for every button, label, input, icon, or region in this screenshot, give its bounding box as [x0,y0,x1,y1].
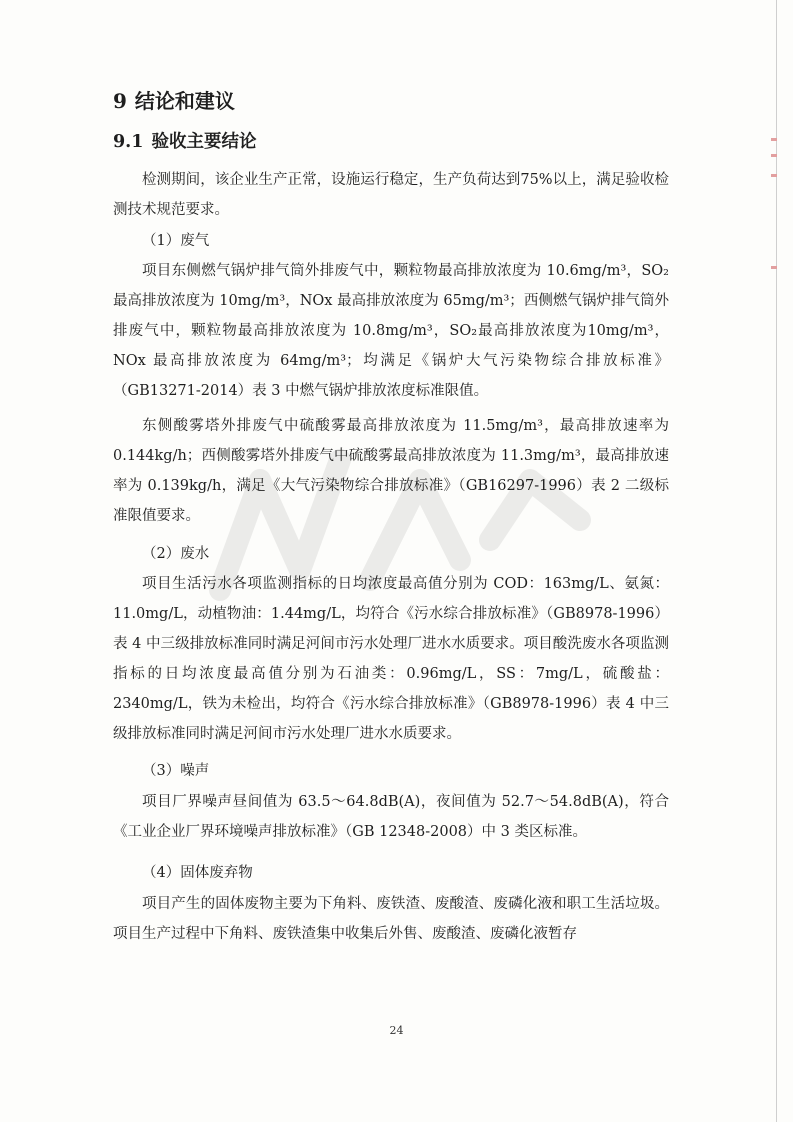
waste-water-paragraph: 项目生活污水各项监测指标的日均浓度最高值分别为 COD：163mg/L、氨氮：11.0mg/L，动植物油：1.44mg/L，均符合《污水综合排放标准》（GB8978-1996）表 4 中三级排放标准同时满足河间市污水处理厂进水水质要求。项目酸洗废水各项监测指标的日均浓度最高值分别为石油类：0.96mg/L，SS：7mg/L，硫酸盐：2340mg/L，铁为未检出，均符合《污水综合排放标准》（GB8978-1996）表 4 中三级排放标准同时满足河间市污水处理厂进水水质要求。 [113,576,669,742]
intro-paragraph: 检测期间，该企业生产正常，设施运行稳定，生产负荷达到75%以上，满足验收检测技术规范要求。 [113,172,669,218]
waste-water-heading: （2）废水 [142,546,210,562]
scan-mark [771,266,777,269]
section-title: 结论和建议 [134,89,235,113]
scan-mark [771,174,777,177]
scan-edge-line [776,0,777,1122]
subsection-number: 9.1 [113,132,144,152]
waste-gas-heading: （1）废气 [142,233,210,249]
section-number: 9 [113,89,127,113]
subsection-heading [113,130,256,154]
page-number: 24 [389,1024,404,1037]
waste-gas-paragraph-1: 项目东侧燃气锅炉排气筒外排废气中，颗粒物最高排放浓度为 10.6mg/m³，SO₂最高排放浓度为 10mg/m³，NOx 最高排放浓度为 65mg/m³；西侧燃气锅炉排气筒外排废气中，颗粒物最高排放浓度为 10.8mg/m³，SO₂最高排放浓度为10mg/m³，NOx 最高排放浓度为 64mg/m³；均满足《锅炉大气污染物综合排放标准》（GB13271-2014）表 3 中燃气锅炉排放浓度标准限值。 [113,263,669,399]
scan-mark [771,154,777,157]
solid-waste-heading: （4）固体废弃物 [142,865,253,881]
waste-gas-paragraph-2: 东侧酸雾塔外排废气中硫酸雾最高排放浓度为 11.5mg/m³，最高排放速率为0.144kg/h；西侧酸雾塔外排废气中硫酸雾最高排放浓度为 11.3mg/m³，最高排放速率为 0.139kg/h，满足《大气污染物综合排放标准》（GB16297-1996）表 2 二级标准限值要求。 [113,418,669,524]
scan-mark [771,138,777,141]
subsection-title: 验收主要结论 [151,132,257,152]
noise-heading: （3）噪声 [142,763,210,779]
noise-paragraph: 项目厂界噪声昼间值为 63.5～64.8dB(A)，夜间值为 52.7～54.8dB(A)，符合《工业企业厂界环境噪声排放标准》（GB 12348-2008）中 3 类区标准。 [113,794,669,840]
section-heading [113,88,235,114]
solid-waste-paragraph: 项目产生的固体废物主要为下角料、废铁渣、废酸渣、废磷化液和职工生活垃圾。项目生产过程中下角料、废铁渣集中收集后外售、废酸渣、废磷化液暂存 [113,896,669,942]
